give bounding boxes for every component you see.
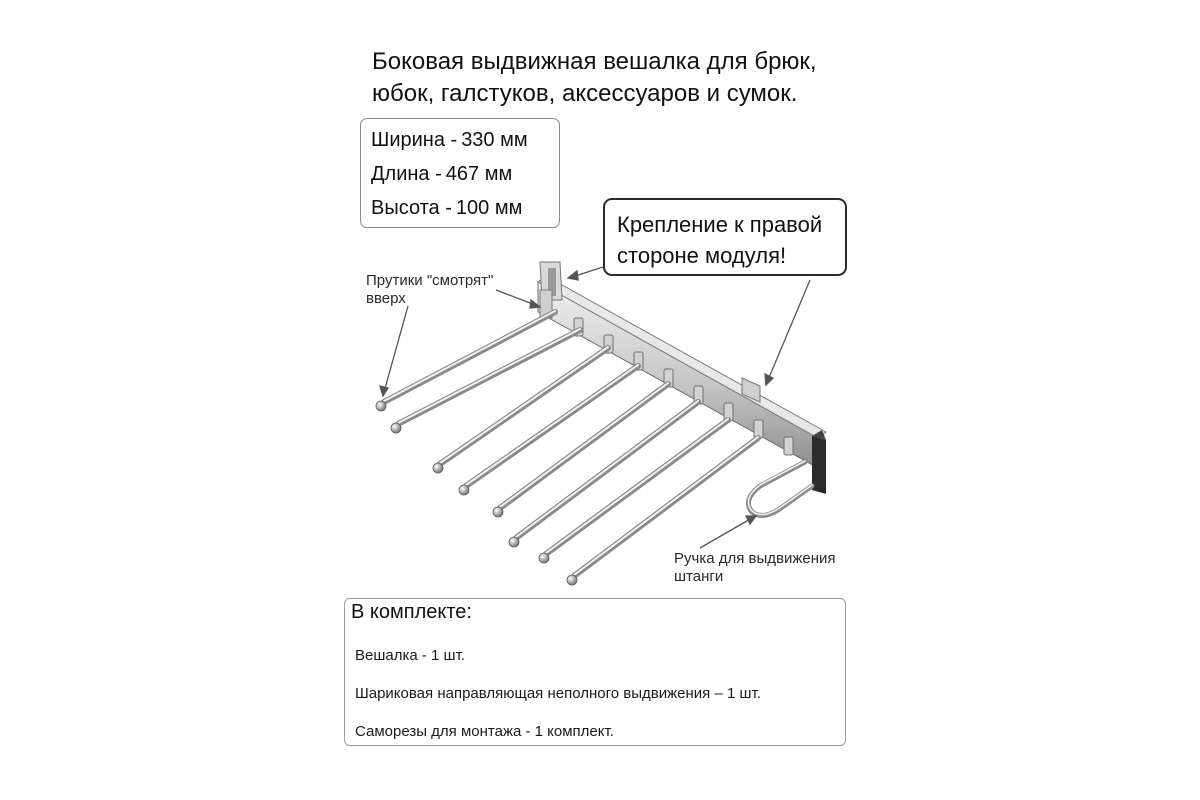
handle-note-line-1: Ручка для выдвижения (674, 550, 836, 567)
mounting-callout-line-1: Крепление к правой (617, 212, 823, 237)
kit-item: Шариковая направляющая неполного выдвижения – 1 шт. (355, 685, 761, 702)
leader-arrow-mount-right (768, 280, 810, 380)
dimension-length-label: Длина - (371, 163, 442, 185)
product-title-line-1: Боковая выдвижная вешалка для брюк, (372, 48, 817, 75)
kit-title: В комплекте: (351, 601, 472, 623)
rack-rods (384, 311, 758, 576)
dimension-height-label: Высота - (371, 197, 452, 219)
dimension-length-value: 467 мм (445, 163, 513, 185)
dimension-width-label: Ширина - (371, 129, 458, 151)
handle-note-line-2: штанги (674, 568, 724, 585)
mounting-callout-line-2: стороне модуля! (617, 243, 787, 268)
leader-arrow-rods-tip (384, 306, 408, 392)
dimension-width-value: 330 мм (461, 129, 528, 151)
rods-note-line-1: Прутики "смотрят" (366, 272, 494, 289)
rack-rail (538, 262, 826, 494)
rods-note-line-2: вверх (366, 290, 406, 307)
kit-item: Саморезы для монтажа - 1 комплект. (355, 723, 614, 740)
pull-out-handle (748, 461, 812, 516)
leader-arrow-handle (700, 518, 752, 548)
kit-item: Вешалка - 1 шт. (355, 647, 465, 664)
product-title-line-2: юбок, галстуков, аксессуаров и сумок. (372, 80, 798, 107)
dimension-height-value: 100 мм (455, 197, 523, 219)
kit-contents-box (344, 598, 846, 746)
